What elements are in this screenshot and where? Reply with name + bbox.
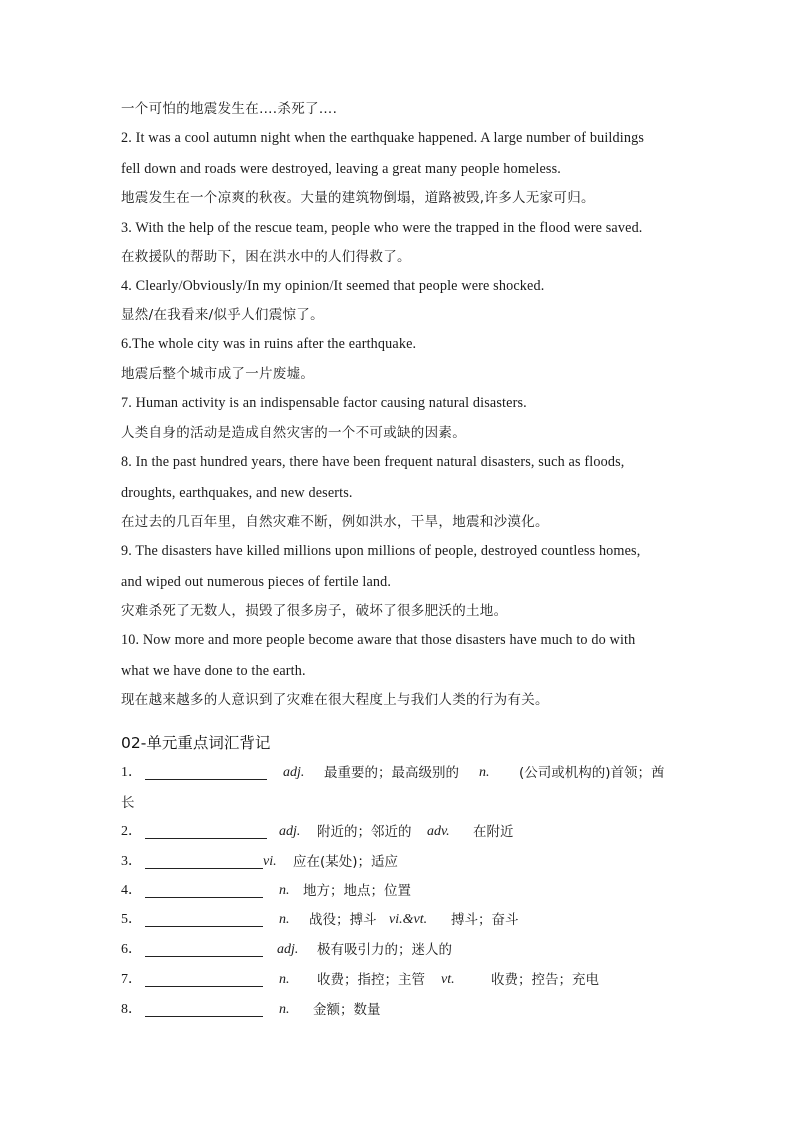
answer-blank[interactable] — [145, 970, 263, 987]
part-of-speech: n. — [279, 1002, 290, 1017]
answer-blank[interactable] — [145, 910, 263, 927]
sentence-6-line-1: 6.The whole city was in ruins after the earthquake. — [121, 336, 417, 352]
answer-blank[interactable] — [145, 1000, 263, 1017]
sentence-2-line-2: fell down and roads were destroyed, leaving a great many people homeless. — [121, 161, 561, 177]
definition: 最重要的；最高级别的 — [324, 765, 459, 781]
sentence-6-translation: 地震后整个城市成了一片废墟。 — [121, 366, 315, 382]
vocab-number: 1． — [121, 765, 142, 780]
answer-blank[interactable] — [145, 822, 267, 839]
vocab-1-continuation: 长 — [121, 795, 135, 811]
vocab-number: 5． — [121, 912, 142, 927]
part-of-speech: vt. — [441, 972, 455, 987]
definition: 应在(某处)；适应 — [293, 854, 399, 870]
answer-blank[interactable] — [145, 763, 267, 780]
part-of-speech: n. — [279, 883, 290, 898]
sentence-4-translation: 显然/在我看来/似乎人们震惊了。 — [121, 307, 324, 323]
sentence-8-line-1: 8. In the past hundred years, there have been frequent natural disasters, such as floods, — [121, 454, 625, 470]
definition: 收费；指控；主管 — [317, 972, 425, 988]
vocab-number: 7． — [121, 972, 142, 987]
sentence-4-line-1: 4. Clearly/Obviously/In my opinion/It seemed that people were shocked. — [121, 278, 545, 294]
definition: 极有吸引力的；迷人的 — [317, 942, 452, 958]
sentence-8-line-2: droughts, earthquakes, and new deserts. — [121, 485, 353, 501]
sentence-2-line-1: 2. It was a cool autumn night when the earthquake happened. A large number of buildings — [121, 130, 645, 146]
part-of-speech: adj. — [279, 824, 301, 839]
answer-blank[interactable] — [145, 852, 263, 869]
sentence-1-translation: 一个可怕的地震发生在….杀死了…. — [121, 101, 338, 117]
sentence-9-line-1: 9. The disasters have killed millions upon millions of people, destroyed countless homes, — [121, 543, 641, 559]
definition: 搏斗；奋斗 — [451, 912, 519, 928]
sentence-9-translation: 灾难杀死了无数人，损毁了很多房子，破坏了很多肥沃的土地。 — [121, 603, 508, 619]
sentence-8-translation: 在过去的几百年里，自然灾难不断，例如洪水，干旱，地震和沙漠化。 — [121, 514, 549, 530]
sentence-9-line-2: and wiped out numerous pieces of fertile land. — [121, 574, 392, 590]
definition: 附近的；邻近的 — [317, 824, 412, 840]
part-of-speech: adj. — [277, 942, 299, 957]
definition: 收费；控告；充电 — [491, 972, 599, 988]
vocab-number: 8． — [121, 1002, 142, 1017]
part-of-speech: n. — [279, 972, 290, 987]
sentence-2-translation: 地震发生在一个凉爽的秋夜。大量的建筑物倒塌，道路被毁,许多人无家可归。 — [121, 190, 595, 206]
definition: 地方；地点；位置 — [303, 883, 411, 899]
definition: (公司或机构的)首领；酋 — [519, 765, 665, 781]
part-of-speech: vi. — [263, 854, 277, 869]
vocab-number: 6． — [121, 942, 142, 957]
part-of-speech: n. — [479, 765, 490, 780]
section-title: 02-单元重点词汇背记 — [121, 734, 271, 752]
part-of-speech: adv. — [427, 824, 450, 839]
definition: 金额；数量 — [313, 1002, 381, 1018]
answer-blank[interactable] — [145, 940, 263, 957]
sentence-10-line-1: 10. Now more and more people become aware that those disasters have much to do with — [121, 632, 636, 648]
sentence-3-line-1: 3. With the help of the rescue team, people who were the trapped in the flood were saved. — [121, 220, 643, 236]
sentence-7-translation: 人类自身的活动是造成自然灾害的一个不可或缺的因素。 — [121, 425, 466, 441]
vocab-number: 2． — [121, 824, 142, 839]
vocab-number: 3． — [121, 854, 142, 869]
sentence-3-translation: 在救援队的帮助下，困在洪水中的人们得救了。 — [121, 249, 411, 265]
vocab-number: 4． — [121, 883, 142, 898]
sentence-10-translation: 现在越来越多的人意识到了灾难在很大程度上与我们人类的行为有关。 — [121, 692, 549, 708]
part-of-speech: vi.&vt. — [389, 912, 428, 927]
answer-blank[interactable] — [145, 881, 263, 898]
part-of-speech: adj. — [283, 765, 305, 780]
part-of-speech: n. — [279, 912, 290, 927]
definition: 在附近 — [473, 824, 514, 840]
definition: 战役；搏斗 — [309, 912, 377, 928]
sentence-7-line-1: 7. Human activity is an indispensable factor causing natural disasters. — [121, 395, 527, 411]
sentence-10-line-2: what we have done to the earth. — [121, 663, 306, 679]
